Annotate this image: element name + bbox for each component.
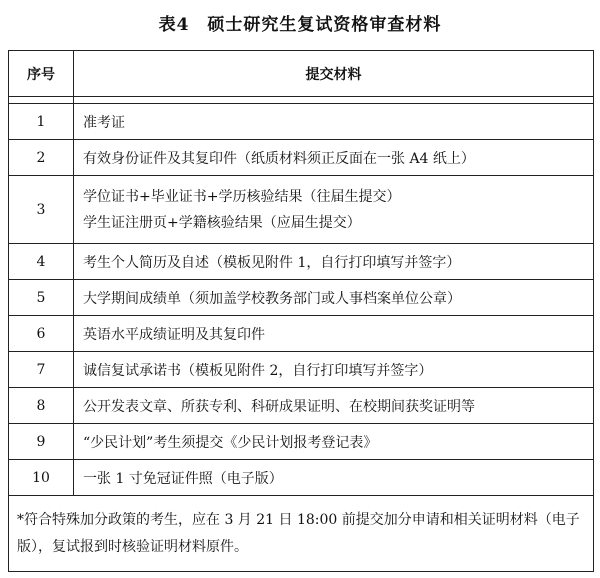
header-number: 序号 xyxy=(9,51,74,97)
row-number: 1 xyxy=(9,104,74,140)
row-material xyxy=(74,176,594,244)
table-header-row xyxy=(9,51,594,97)
table-row xyxy=(9,140,594,176)
header-materials: 提交材料 xyxy=(74,51,594,97)
table-row xyxy=(9,244,594,280)
row-material: 大学期间成绩单（须加盖学校教务部门或人事档案单位公章） xyxy=(74,280,594,316)
table-title: 表4 硕士研究生复试资格审查材料 xyxy=(158,15,442,35)
spacer-row xyxy=(9,97,594,104)
table-row xyxy=(9,460,594,496)
row-number: 6 xyxy=(9,316,74,352)
row-material: 一张 1 寸免冠证件照（电子版） xyxy=(74,460,594,496)
table-row xyxy=(9,316,594,352)
table-row xyxy=(9,388,594,424)
materials-table xyxy=(8,50,594,572)
row-material: “少民计划”考生须提交《少民计划报考登记表》 xyxy=(74,424,594,460)
table-row xyxy=(9,352,594,388)
note-row xyxy=(9,496,594,572)
row-number: 4 xyxy=(9,244,74,280)
row-number: 3 xyxy=(9,176,74,244)
table-row xyxy=(9,280,594,316)
table-row xyxy=(9,104,594,140)
row-material: 有效身份证件及其复印件（纸质材料须正反面在一张 A4 纸上） xyxy=(74,140,594,176)
row-number: 10 xyxy=(9,460,74,496)
row-material: 英语水平成绩证明及其复印件 xyxy=(74,316,594,352)
table-footnote: *符合特殊加分政策的考生，应在 3 月 21 日 18:00 前提交加分申请和相关证明材料（电子版），复试报到时核验证明材料原件。 xyxy=(9,496,594,572)
table-row xyxy=(9,424,594,460)
row-number: 5 xyxy=(9,280,74,316)
row-number: 7 xyxy=(9,352,74,388)
row-number: 2 xyxy=(9,140,74,176)
row-number: 9 xyxy=(9,424,74,460)
row-material-line: 学生证注册页+学籍核验结果（应届生提交） xyxy=(83,214,361,231)
table-row xyxy=(9,176,594,244)
row-number: 8 xyxy=(9,388,74,424)
row-material: 公开发表文章、所获专利、科研成果证明、在校期间获奖证明等 xyxy=(74,388,594,424)
row-material-line: 学位证书+毕业证书+学历核验结果（往届生提交） xyxy=(83,188,401,205)
row-material: 考生个人简历及自述（模板见附件 1，自行打印填写并签字） xyxy=(74,244,594,280)
row-material: 准考证 xyxy=(74,104,594,140)
row-material: 诚信复试承诺书（模板见附件 2，自行打印填写并签字） xyxy=(74,352,594,388)
